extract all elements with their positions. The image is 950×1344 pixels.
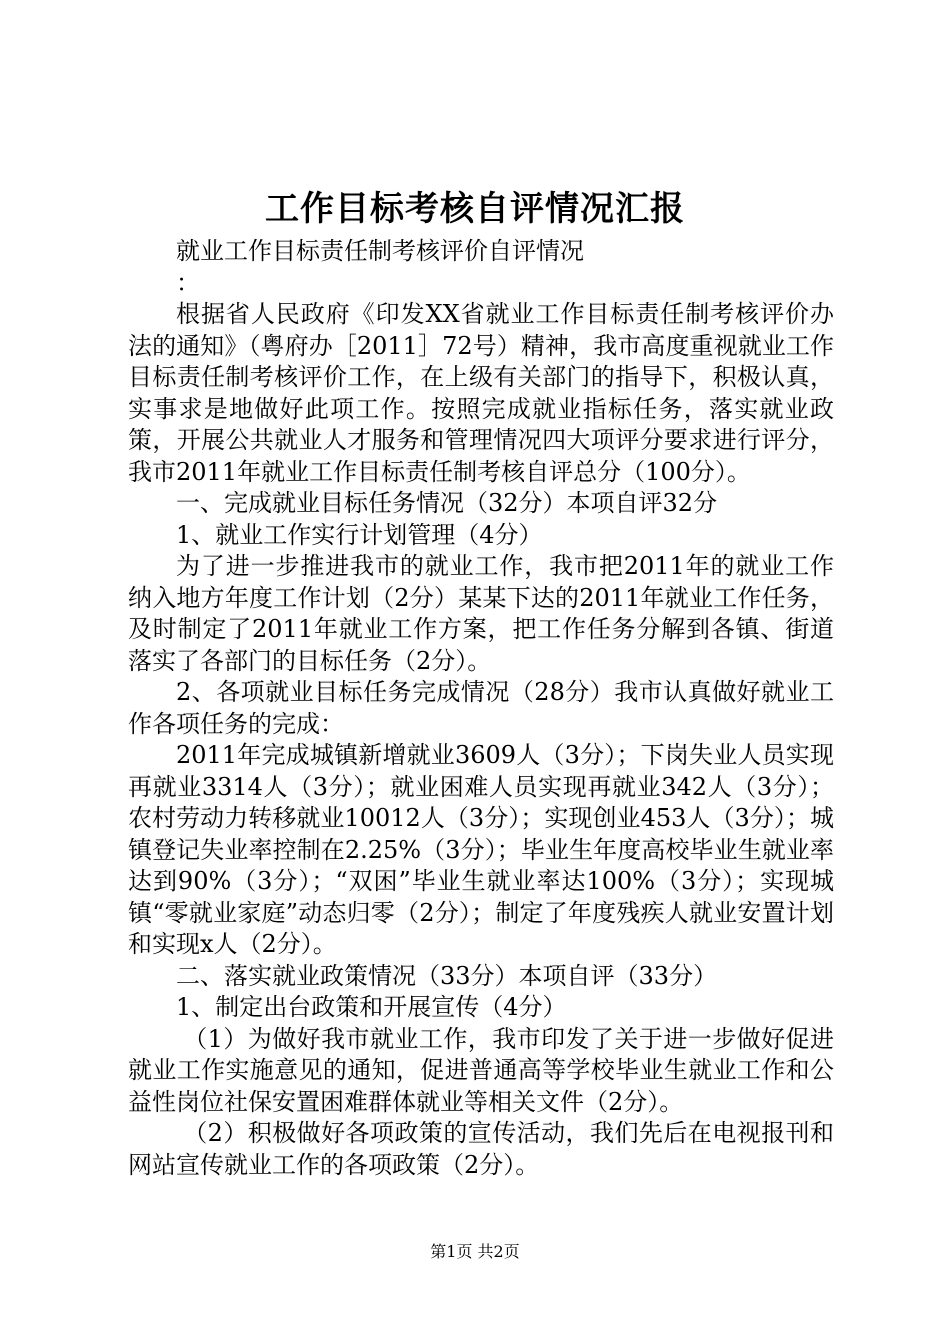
paragraph-task-results: 2011年完成城镇新增就业3609人（3分）；下岗失业人员实现再就业3314人（3分）；就业困难人员实现再就业342人（3分）；农村劳动力转移就业10012人（3分）；实现创业453人（3分）；城镇登记失业率控制在2.25%（3分）；毕业生年度高校毕业生就业率达到90%（3分）；“双困”毕业生就业率达100%（3分）；实现城镇“零就业家庭”动态归零（2分）；制定了年度残疾人就业安置计划和实现x人（2分）。	[128, 741, 834, 958]
document-title: 工作目标考核自评情况汇报	[265, 189, 685, 229]
subsection-heading-1-1: 1、就业工作实行计划管理（4分）	[176, 520, 543, 549]
paragraph-subtitle: 就业工作目标责任制考核评价自评情况	[176, 237, 584, 265]
document-body	[128, 236, 834, 1181]
section-heading-2: 二、落实就业政策情况（33分）本项自评（33分）	[176, 961, 718, 990]
paragraph-policy-1: （1）为做好我市就业工作，我市印发了关于进一步做好促进就业工作实施意见的通知，促进普通高等学校毕业生就业工作和公益性岗位社保安置困难群体就业等相关文件（2分）。	[128, 1024, 834, 1116]
subsection-heading-2-1: 1、制定出台政策和开展宣传（4分）	[176, 993, 567, 1021]
paragraph-intro: 根据省人民政府《印发XX省就业工作目标责任制考核评价办法的通知》（粤府办［2011］72号）精神，我市高度重视就业工作目标责任制考核评价工作，在上级有关部门的指导下，积极认真，实事求是地做好此项工作。按照完成就业指标任务，落实就业政策，开展公共就业人才服务和管理情况四大项评分要求进行评分，我市2011年就业工作目标责任制考核自评总分（100分）。	[128, 300, 834, 486]
section-heading-1: 一、完成就业目标任务情况（32分）本项自评32分	[176, 489, 718, 517]
paragraph-colon: ：	[176, 268, 200, 297]
subsection-heading-1-2: 2、各项就业目标任务完成情况（28分）我市认真做好就业工作各项任务的完成：	[128, 678, 834, 738]
paragraph-policy-2: （2）积极做好各项政策的宣传活动，我们先后在电视报刊和网站宣传就业工作的各项政策（2分）。	[128, 1119, 834, 1179]
page-number-footer: 第1页 共2页	[430, 1242, 520, 1261]
paragraph-plan-management: 为了进一步推进我市的就业工作，我市把2011年的就业工作纳入地方年度工作计划（2分）某某下达的2011年就业工作任务，及时制定了2011年就业工作方案，把工作任务分解到各镇、街道落实了各部门的目标任务（2分）。	[128, 552, 834, 675]
